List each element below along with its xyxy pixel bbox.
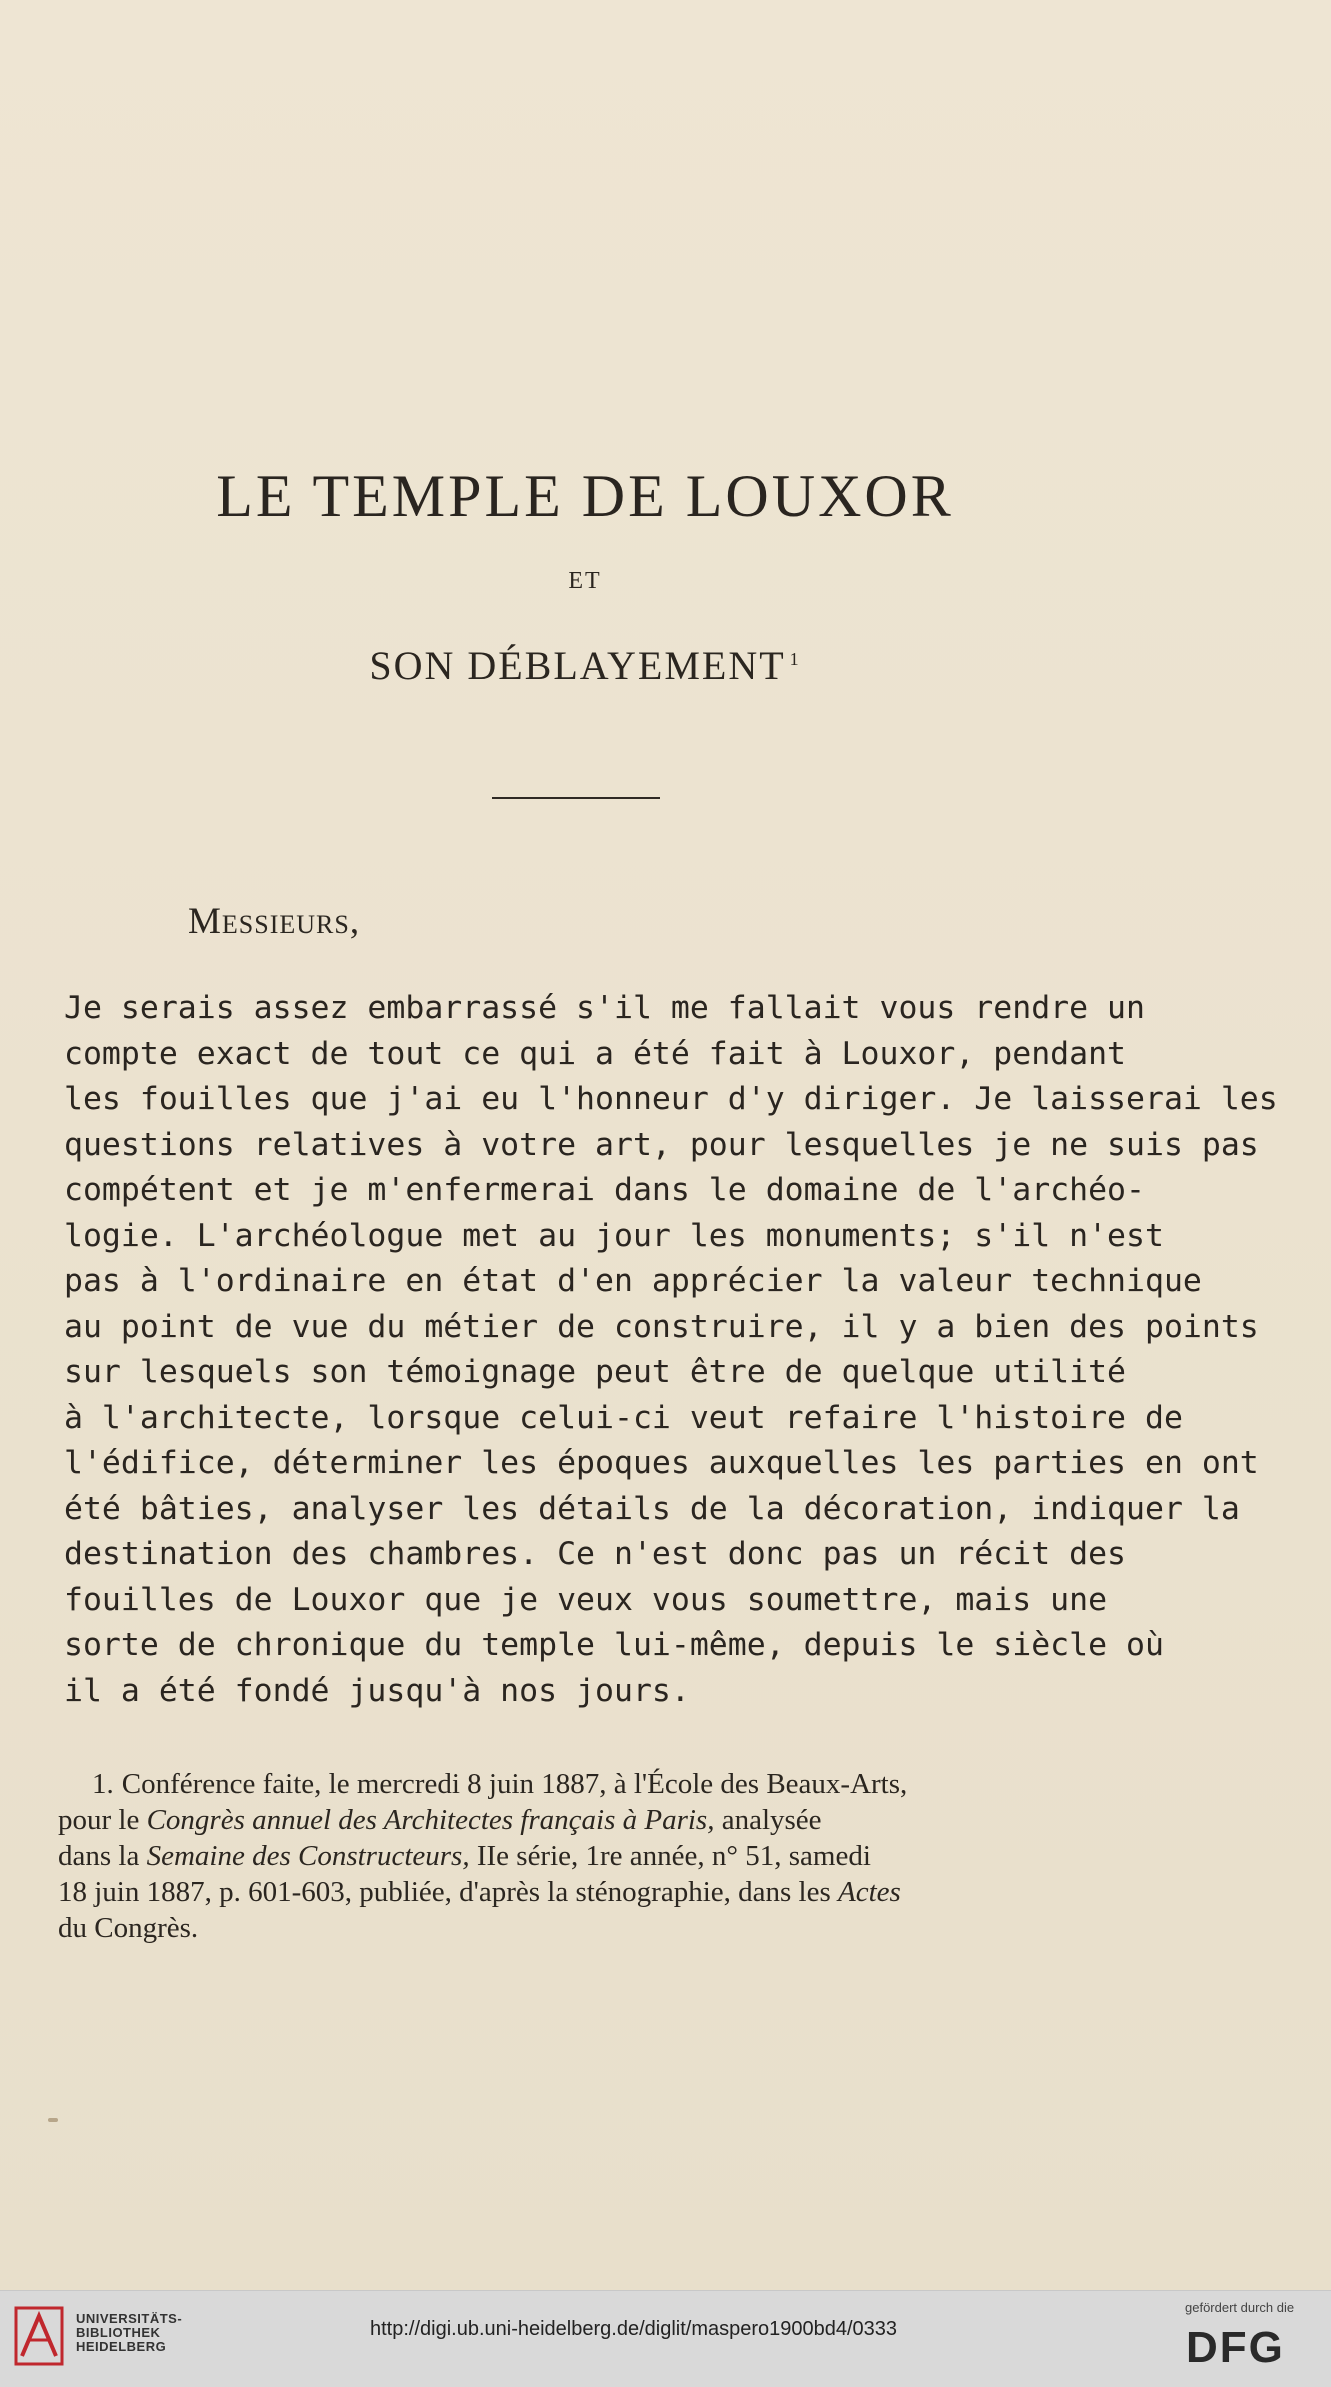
title-rule [492, 797, 660, 799]
text-line: au point de vue du métier de construire, il y a bien des points [64, 1308, 1259, 1345]
text-line: fouilles de Louxor que je veux vous soumettre, mais une [64, 1581, 1108, 1618]
subtitle-text: SON DÉBLAYEMENT [369, 643, 786, 688]
text-line: pas à l'ordinaire en état d'en apprécier la valeur technique [64, 1263, 1202, 1299]
footnote-italic-text: Semaine des Constructeurs, [146, 1840, 470, 1872]
heidelberg-library-logo-icon[interactable] [14, 2306, 64, 2366]
ink-smudge [48, 2118, 58, 2122]
footnote-line [58, 1838, 1068, 1874]
footnote-text: IIe série, 1re année, n° 51, samedi [469, 1840, 871, 1872]
text-line: compétent et je m'enfermerai dans le domaine de l'archéo- [64, 1172, 1145, 1208]
dfg-logo[interactable]: DFG [1186, 2323, 1285, 2372]
body-paragraph [64, 986, 1278, 1714]
text-line: il a été fondé jusqu'à nos jours. [64, 1672, 690, 1709]
footnote-reference: 1 [789, 648, 801, 669]
library-name-line: UNIVERSITÄTS- [76, 2311, 183, 2326]
page-subtitle [0, 642, 1170, 689]
footnote-text: Conférence faite, le mercredi 8 juin 1887, à l'École des Beaux-Arts, [121, 1768, 908, 1800]
title-conjunction: ET [568, 568, 602, 594]
footnote-text: analysée [714, 1804, 822, 1836]
text-line: sur lesquels son témoignage peut être de quelque utilité [64, 1354, 1127, 1390]
footnote-line [58, 1874, 1068, 1910]
library-name-line: BIBLIOTHEK [76, 2325, 161, 2340]
footnote [58, 1766, 1068, 1946]
text-line: été bâties, analyser les détails de la décoration, indiquer la [64, 1490, 1240, 1527]
footnote-italic-text: Actes [838, 1876, 901, 1908]
library-name[interactable] [76, 2312, 182, 2354]
library-name-line: HEIDELBERG [76, 2339, 167, 2354]
text-line: sorte de chronique du temple lui-même, depuis le siècle où [64, 1627, 1164, 1663]
text-line: destination des chambres. Ce n'est donc pas un récit des [64, 1536, 1127, 1572]
text-line: les fouilles que j'ai eu l'honneur d'y diriger. Je laisserai les [64, 1081, 1278, 1117]
footnote-line [58, 1802, 1068, 1838]
text-line: questions relatives à votre art, pour lesquelles je ne suis pas [64, 1126, 1259, 1163]
footnote-number: 1. [92, 1768, 114, 1800]
salutation: Messieurs, [188, 901, 361, 942]
text-line: compte exact de tout ce qui a été fait à Louxor, pendant [64, 1035, 1127, 1072]
permalink-url[interactable]: http://digi.ub.uni-heidelberg.de/diglit/maspero1900bd4/0333 [370, 2318, 898, 2340]
footnote-text: pour le [58, 1804, 147, 1836]
footnote-text: dans la [58, 1840, 147, 1872]
text-line: l'édifice, déterminer les époques auxquelles les parties en ont [64, 1445, 1259, 1481]
sponsor-caption: gefördert durch die [1185, 2300, 1295, 2315]
text-line: logie. L'archéologue met au jour les monuments; s'il n'est [64, 1217, 1164, 1254]
footnote-text: 18 juin 1887, p. 601-603, publiée, d'après la sténographie, dans les [58, 1876, 839, 1908]
footnote-line [58, 1766, 1068, 1802]
text-line: Je serais assez embarrassé s'il me fallait vous rendre un [64, 990, 1145, 1026]
page-title: LE TEMPLE DE LOUXOR [216, 463, 954, 529]
footnote-italic-text: Congrès annuel des Architectes français à Paris, [146, 1804, 715, 1836]
footnote-line: du Congrès. [58, 1912, 199, 1944]
text-line: à l'architecte, lorsque celui-ci veut refaire l'histoire de [64, 1399, 1183, 1436]
